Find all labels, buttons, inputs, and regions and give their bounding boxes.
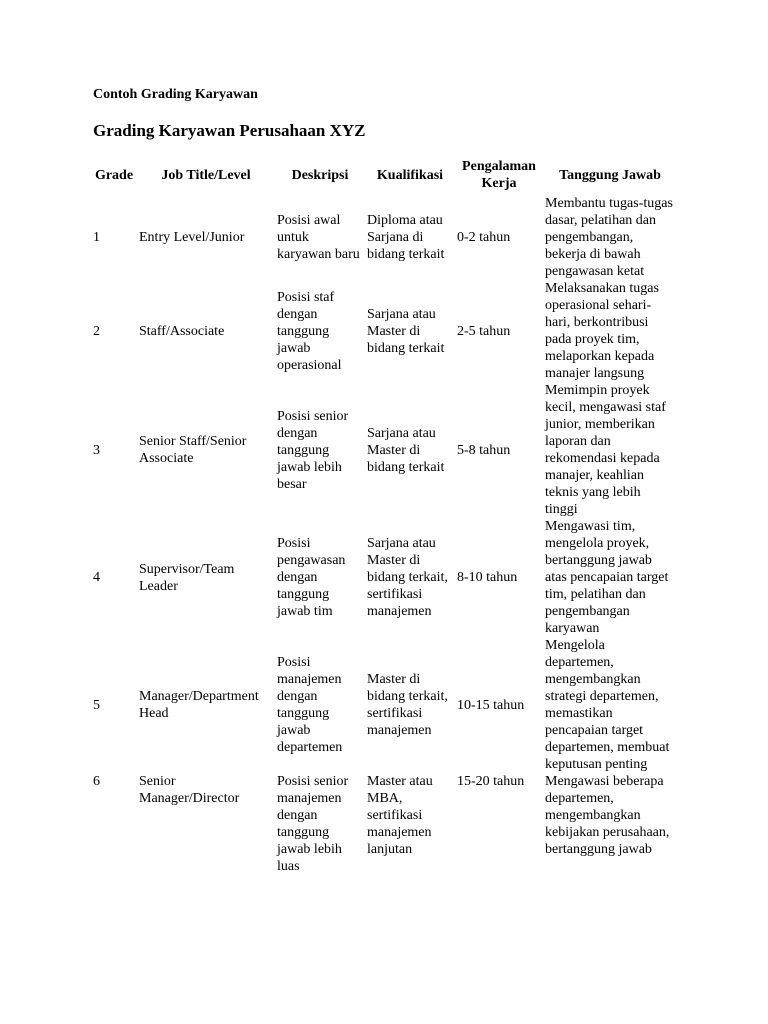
responsibility-cell: Mengawasi beberapa departemen, mengembangkan kebijakan perusahaan, bertanggung jawab xyxy=(545,774,670,857)
qualification-cell: Sarjana atau Master di bidang terkait xyxy=(367,425,445,475)
grade-cell: 3 xyxy=(93,442,100,458)
responsibility-cell: Mengelola departemen, mengembangkan strategi departemen, memastikan pencapaian target departemen, membuat keputusan penting xyxy=(545,638,670,772)
grading-table xyxy=(91,155,677,875)
experience-cell: 0-2 tahun xyxy=(457,230,511,245)
table-row xyxy=(91,518,677,637)
grade-cell: 4 xyxy=(93,570,100,585)
qualification-cell: Sarjana atau Master di bidang terkait, sertifikasi manajemen xyxy=(367,536,448,619)
description-cell: Posisi pengawasan dengan tanggung jawab tim xyxy=(277,536,346,619)
description-cell: Posisi awal untuk karyawan baru xyxy=(277,213,360,262)
description-cell: Posisi senior dengan tanggung jawab lebih besar xyxy=(277,408,349,492)
job-title-cell: Manager/Department Head xyxy=(139,689,259,721)
table-row xyxy=(91,280,677,382)
table-row xyxy=(91,382,677,518)
header-responsibility: Tanggung Jawab xyxy=(559,167,661,183)
table-row xyxy=(91,637,677,773)
responsibility-cell: Memimpin proyek kecil, mengawasi staf junior, memberikan laporan dan rekomendasi kepada manajer, keahlian teknis yang lebih tinggi xyxy=(545,383,666,517)
responsibility-cell: Melaksanakan tugas operasional sehari-hari, berkontribusi pada proyek tim, melaporkan kepada manajer langsung xyxy=(545,281,659,381)
qualification-cell: Master atau MBA, sertifikasi manajemen lanjutan xyxy=(367,774,433,857)
table-header-row xyxy=(91,155,677,195)
header-job-title: Job Title/Level xyxy=(161,167,251,183)
experience-cell: 10-15 tahun xyxy=(457,697,525,713)
grade-cell: 6 xyxy=(93,774,100,789)
header-experience: Pengalaman Kerja xyxy=(462,159,536,191)
description-cell: Posisi manajemen dengan tanggung jawab departemen xyxy=(277,655,343,755)
description-cell: Posisi senior manajemen dengan tanggung jawab lebih luas xyxy=(277,774,349,874)
document-label: Contoh Grading Karyawan xyxy=(93,87,258,102)
description-cell: Posisi staf dengan tanggung jawab operasional xyxy=(277,289,342,373)
header-qualification: Kualifikasi xyxy=(376,167,444,183)
grade-cell: 2 xyxy=(93,323,100,339)
experience-cell: 8-10 tahun xyxy=(457,570,518,585)
grade-cell: 1 xyxy=(93,230,100,245)
header-description: Deskripsi xyxy=(291,167,349,183)
responsibility-cell: Mengawasi tim, mengelola proyek, bertanggung jawab atas pencapaian target tim, pelatihan dan pengembangan karyawan xyxy=(545,519,669,636)
job-title-cell: Supervisor/Team Leader xyxy=(139,561,235,594)
qualification-cell: Diploma atau Sarjana di bidang terkait xyxy=(367,213,445,262)
responsibility-cell: Membantu tugas-tugas dasar, pelatihan dan pengembangan, bekerja di bawah pengawasan ketat xyxy=(545,196,673,279)
grade-cell: 5 xyxy=(93,697,100,713)
job-title-cell: Entry Level/Junior xyxy=(139,230,245,245)
job-title-cell: Senior Manager/Director xyxy=(139,774,240,806)
table-row xyxy=(91,773,677,875)
qualification-cell: Master di bidang terkait, sertifikasi manajemen xyxy=(367,672,448,738)
job-title-cell: Staff/Associate xyxy=(139,323,225,339)
experience-cell: 5-8 tahun xyxy=(457,442,511,458)
experience-cell: 15-20 tahun xyxy=(457,774,525,789)
document-heading: Grading Karyawan Perusahaan XYZ xyxy=(93,121,366,140)
table-row xyxy=(91,195,677,280)
job-title-cell: Senior Staff/Senior Associate xyxy=(139,434,247,466)
qualification-cell: Sarjana atau Master di bidang terkait xyxy=(367,306,445,356)
header-grade: Grade xyxy=(94,167,134,183)
experience-cell: 2-5 tahun xyxy=(457,323,511,339)
